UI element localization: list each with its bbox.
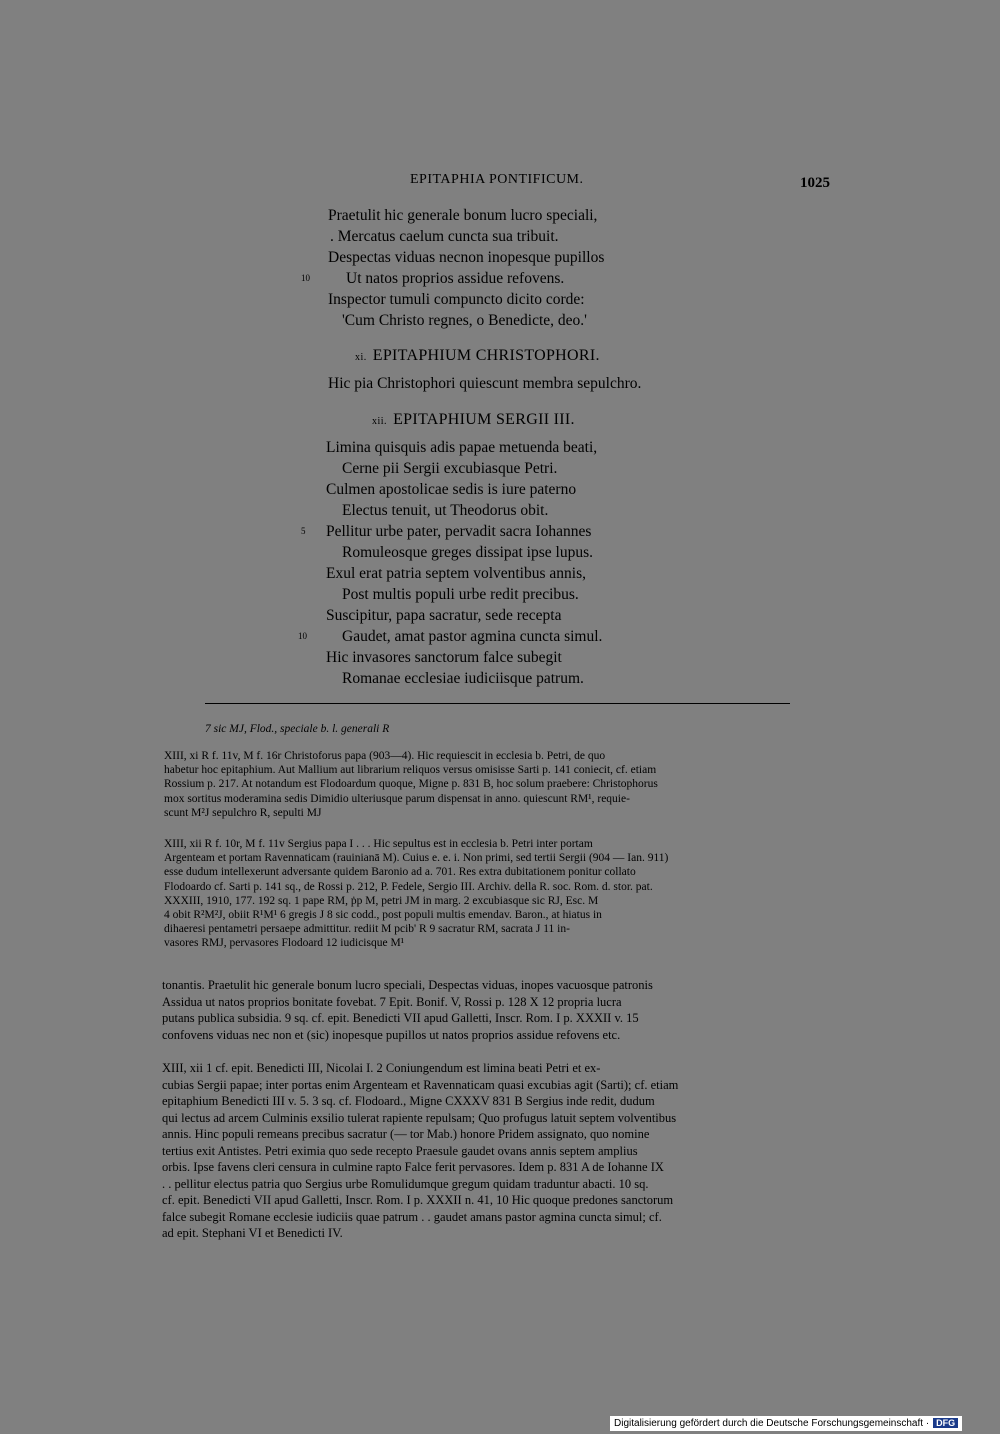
commentary-line: cubias Sergii papae; inter portas enim Argenteam et Ravennaticam quasi excubias agit (Sarti); cf. etiam (162, 1077, 679, 1092)
section-xii-title (372, 411, 575, 429)
commentary-line: falce subegit Romane ecclesie iudiciis quae patrum . . gaudet amans pastor agmina cuncta simul; cf. (162, 1209, 662, 1224)
note-line: vasores RMJ, pervasores Flodoard 12 iudicisque M¹ (164, 937, 405, 950)
line-number: 5 (301, 526, 306, 536)
note-line: 7 sic MJ, Flod., speciale b. l. generali R (205, 723, 390, 735)
note-line: dihaeresi pentametri persaepe admittitur. rediit M pcib' R 9 sacratur RM, sacrata J 11 in- (164, 923, 570, 936)
commentary-line: putans publica subsidia. 9 sq. cf. epit. Benedicti VII apud Galletti, Inscr. Rom. I p. XXXII v. 15 (162, 1011, 639, 1025)
note-line: Flodoardo cf. Sarti p. 141 sq., de Rossi p. 212, P. Fedele, Sergio III. Archiv. della R. soc. Rom. d. stor. pat. (164, 880, 653, 893)
section-heading: EPITAPHIUM SERGII III. (393, 411, 575, 428)
note-line: XXXIII, 1910, 177. 192 sq. 1 pape RM, ṗp M, petri JM in marg. 2 excubiasque sic RJ, Esc. M (164, 894, 599, 907)
line-number: 10 (298, 631, 307, 641)
verse-line: Praetulit hic generale bonum lucro speciali, (328, 207, 598, 224)
commentary-para-1 (162, 977, 834, 1043)
note-line: Rossium p. 217. At notandum est Flodoardum quoque, Migne p. 831 B, hoc solum praebere: Christophorus (164, 778, 658, 791)
page-number: 1025 (800, 175, 830, 191)
section-heading: EPITAPHIUM CHRISTOPHORI. (372, 347, 600, 364)
verse-line: Romuleosque greges dissipat ipse lupus. (342, 544, 593, 561)
verse-line: Culmen apostolicae sedis is iure paterno (326, 481, 577, 498)
funding-footer (610, 1416, 962, 1431)
verse-line: Electus tenuit, ut Theodorus obit. (342, 502, 549, 519)
note-line: Argenteam et portam Ravennaticam (rauinianā M). Cuius e. e. i. Non primi, sed tertii Sergii (904 — Ian. 911) (164, 852, 669, 865)
note-line: XIII, xi R f. 11v, M f. 16r Christoforus papa (903—4). Hic requiescit in ecclesia b. Petri, de quo (164, 750, 606, 762)
commentary-line: . . pellitur electus patria quo Sergius urbe Romulidumque gregum quidam traduntur abacti. 10 sq. (162, 1176, 649, 1191)
verse-line: Post multis populi urbe redit precibus. (342, 586, 579, 603)
verse-line: Inspector tumuli compuncto dicito corde: (328, 291, 585, 308)
verse-line: . Mercatus caelum cuncta sua tribuit. (330, 228, 559, 245)
commentary-para-2 (162, 1060, 834, 1242)
commentary-line: Assidua ut natos proprios bonitate fovebat. 7 Epit. Bonif. V, Rossi p. 128 X 12 propria lucra (162, 994, 622, 1009)
apparatus-note-xii (164, 837, 834, 951)
verse-line: 'Cum Christo regnes, o Benedicte, deo.' (342, 312, 587, 329)
note-line: scunt M²J sepulchro R, sepulti MJ (164, 806, 322, 819)
section-xi-title (355, 347, 600, 365)
verse-line: Suscipitur, papa sacratur, sede recepta (326, 607, 562, 624)
verse-line: Hic invasores sanctorum falce subegit (326, 649, 562, 666)
running-header: EPITAPHIA PONTIFICUM. (410, 172, 584, 187)
dfg-logo: DFG (933, 1418, 958, 1428)
commentary-line: tonantis. Praetulit hic generale bonum lucro speciali, Despectas viduas, inopes vacuosque patronis (162, 978, 653, 992)
commentary-line: epitaphium Benedicti III v. 5. 3 sq. cf. Flodoard., Migne CXXXV 831 B Sergius inde redit, dudum (162, 1094, 655, 1108)
commentary-line: ad epit. Stephani VI et Benedicti IV. (162, 1226, 343, 1240)
commentary-line: confovens viduas nec non et (sic) inopesque pupillos ut natos proprios assidue refovens etc. (162, 1027, 621, 1042)
apparatus-note-7 (205, 722, 389, 736)
section-number: xi. (355, 352, 367, 363)
verse-line: Gaudet, amat pastor agmina cuncta simul. (342, 628, 603, 645)
verse-line: Exul erat patria septem volventibus annis, (326, 565, 586, 582)
divider (205, 703, 790, 704)
verse-line: Limina quisquis adis papae metuenda beati, (326, 439, 598, 456)
note-line: habetur hoc epitaphium. Aut Mallium aut librarium reliquos versus omisisse Sarti p. 141 coniecit, cf. etiam (164, 764, 657, 777)
note-line: 4 obit R²M²J, obiit R¹M¹ 6 gregis J 8 sic codd., post populi multis emendav. Baron., at hiatus in (164, 909, 602, 922)
commentary-line: orbis. Ipse favens cleri censura in culmine rapto Falce ferit pervasores. Idem p. 831 A de Iohanne IX (162, 1160, 664, 1174)
verse-line: Romanae ecclesiae iudiciisque patrum. (342, 670, 584, 687)
note-line: mox sortitus moderamina sedis Dimidio ulteriusque parum dispensat in anno. quiescunt RM¹, requie- (164, 792, 630, 805)
verse-line: Hic pia Christophori quiescunt membra sepulchro. (328, 375, 642, 392)
note-line: esse dudum intellexerunt adversante quidem Baronio ad a. 701. Res extra dubitationem ponitur collato (164, 866, 636, 879)
note-line: XIII, xii R f. 10r, M f. 11v Sergius papa I . . . Hic sepultus est in ecclesia b. Petri inter portam (164, 838, 593, 850)
line-number: 10 (301, 273, 310, 283)
commentary-line: annis. Hinc populi remeans precibus sacratur (— tor Mab.) honore Pridem assignato, quo nomine (162, 1127, 650, 1141)
commentary-line: tertius exit Antistes. Petri eximia quo sede recepto Praesule gaudet ovans annis septem amplius (162, 1143, 638, 1158)
commentary-line: qui lectus ad arcem Culminis exsilio tulerat rapiente repulsam; Quo profugus latuit septem volventibus (162, 1110, 677, 1125)
verse-line: Despectas viduas necnon inopesque pupillos (328, 249, 605, 266)
section-number: xii. (372, 416, 388, 427)
apparatus-note-xi (164, 749, 834, 820)
verse-line: Cerne pii Sergii excubiasque Petri. (342, 460, 558, 477)
commentary-line: XIII, xii 1 cf. epit. Benedicti III, Nicolai I. 2 Coniungendum est limina beati Petri et ex- (162, 1061, 601, 1075)
footer-text: Digitalisierung gefördert durch die Deutsche Forschungsgemeinschaft · (614, 1418, 930, 1429)
verse-line: Pellitur urbe pater, pervadit sacra Iohannes (326, 523, 592, 540)
commentary-line: cf. epit. Benedicti VII apud Galletti, Inscr. Rom. I p. XXXII n. 41, 10 Hic quoque predones sanctorum (162, 1193, 674, 1207)
verse-line: Ut natos proprios assidue refovens. (346, 270, 565, 287)
